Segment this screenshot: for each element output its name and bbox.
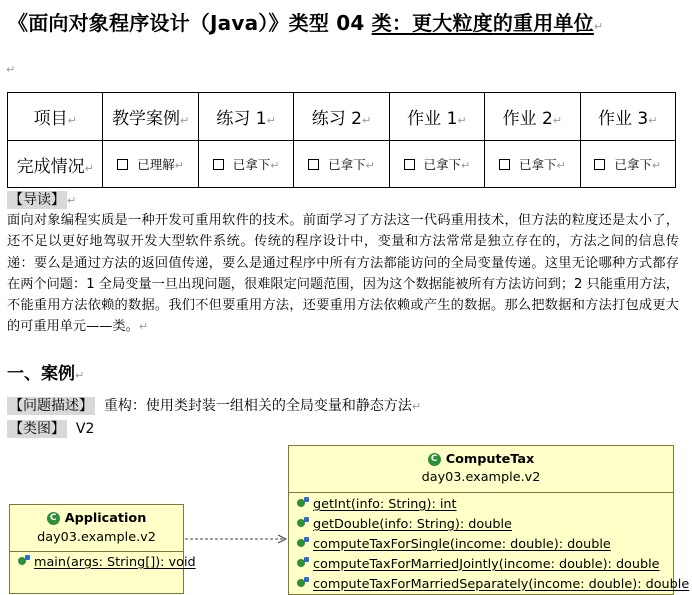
header-cell: 作业 1↵ [389,93,484,141]
uml-method: getDouble(info: String): double [289,515,673,535]
title-subtitle: 类：更大粒度的重用单位 [371,11,594,35]
class-diagram-label: 【类图】 [9,421,65,437]
class-package: day03.example.v2 [37,530,156,545]
problem-description: 【问题描述】 重构：使用类封装一组相关的全局变量和静态方法↵ [9,398,422,414]
checkbox[interactable] [499,159,510,170]
section-heading: 一、案例↵ [7,364,85,384]
problem-label: 【问题描述】 [9,398,93,414]
intro-paragraph: 面向对象编程实质是一种开发可重用软件的技术。前面学习了方法这一代码重用技术，但方法的粒度还是太小了，还不足以更好地驾驭开发大型软件系统。传统的程序设计中，变量和方法常常是独立存在的，方法之间的信息传递：要么是通过方法的返回值传递，要么是通过程序中所有方法都能访问的全局变量传递。这里无论哪种方式都存在两个问题：1 全局变量一旦出现问题，很难限定问题范围，因为这个数据能被所有方法访问到；2 只能重用方法，不能重用方法依赖的数据。我们不但要重用方法，还要重用方法依赖或产生的数据。那么把数据和方法打包成更大的可重用单元——类。↵ [7,213,679,335]
dependency-arrow [184,532,290,546]
class-icon: C [47,512,60,525]
status-cell[interactable]: 已拿下↵ [198,141,293,188]
status-cell[interactable]: 已理解↵ [103,141,198,188]
uml-method: computeTaxForSingle(income: double): double [289,535,673,555]
progress-table-status-row [8,141,676,188]
static-method-icon [297,537,309,549]
header-cell: 练习 1↵ [198,93,293,141]
class-package: day03.example.v2 [421,470,541,485]
uml-method: main(args: String[]): void [10,553,183,573]
uml-class-computetax[interactable] [288,445,690,595]
status-label-cell: 完成情况↵ [8,141,103,188]
static-method-icon [297,517,309,529]
status-cell[interactable]: 已拿下↵ [294,141,389,188]
header-cell: 练习 2↵ [294,93,389,141]
class-name: Application [64,511,147,526]
header-cell: 作业 3↵ [580,93,675,141]
status-cell[interactable]: 已拿下↵ [389,141,484,188]
checkbox[interactable] [308,159,319,170]
paragraph-mark: ↵ [6,63,16,76]
progress-table [7,92,676,188]
title-main: 《面向对象程序设计（Java）》类型 04 [8,11,365,35]
checkbox[interactable] [213,159,224,170]
class-diagram-caption [7,418,94,438]
status-cell[interactable]: 已拿下↵ [580,141,675,188]
class-name: ComputeTax [445,452,535,467]
uml-class-header [10,505,183,552]
class-icon: C [428,453,441,466]
header-cell: 项目↵ [8,93,103,141]
static-method-icon [297,577,309,589]
uml-method: computeTaxForMarriedSeparately(income: double): double [289,575,673,595]
intro-label: 【导读】 ↵ [9,192,77,208]
header-cell: 教学案例↵ [103,93,198,141]
header-cell: 作业 2↵ [485,93,580,141]
document-title [8,7,603,36]
static-method-icon [297,497,309,509]
class-diagram-version: V2 [75,421,95,437]
uml-class-header [289,446,673,493]
uml-class-application[interactable] [9,504,196,594]
static-method-icon [18,555,30,567]
problem-text: 重构：使用类封装一组相关的全局变量和静态方法 [103,398,412,414]
paragraph-mark: ↵ [593,20,604,33]
static-method-icon [297,557,309,569]
progress-table-header-row [8,93,676,141]
uml-method: getInt(info: String): int [289,495,673,515]
checkbox[interactable] [404,159,415,170]
status-cell[interactable]: 已拿下↵ [485,141,580,188]
checkbox[interactable] [594,159,605,170]
checkbox[interactable] [117,159,128,170]
uml-method: computeTaxForMarriedJointly(income: double): double [289,555,673,575]
